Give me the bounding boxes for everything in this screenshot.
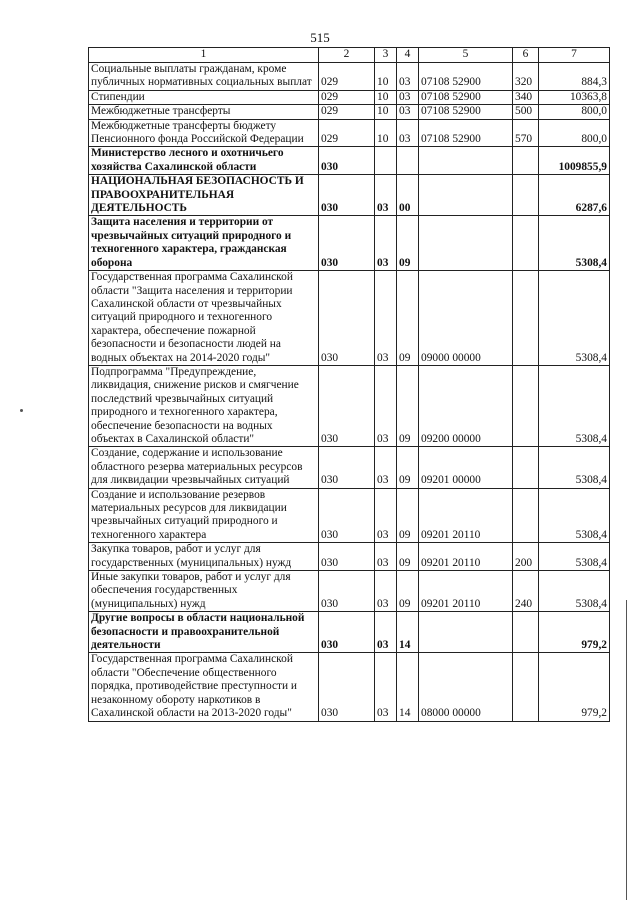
- target-article-cell: 07108 52900: [419, 119, 513, 147]
- expense-type-cell: 500: [513, 105, 539, 119]
- expense-type-cell: [513, 271, 539, 366]
- item-name-cell: Другие вопросы в области национальной безопасности и правоохранительной деятельности: [89, 612, 319, 653]
- ministry-code-cell: 030: [319, 447, 375, 488]
- target-article-cell: 07108 52900: [419, 63, 513, 91]
- section-cell: 03: [375, 571, 397, 612]
- target-article-cell: 07108 52900: [419, 105, 513, 119]
- target-article-cell: 09201 00000: [419, 447, 513, 488]
- subsection-cell: 03: [397, 105, 419, 119]
- subsection-cell: 09: [397, 543, 419, 571]
- target-article-cell: 09200 00000: [419, 365, 513, 446]
- header-cell-4: 4: [397, 48, 419, 63]
- amount-cell: 5308,4: [539, 365, 610, 446]
- amount-cell: 5308,4: [539, 271, 610, 366]
- item-name-cell: Министерство лесного и охотничьего хозяйства Сахалинской области: [89, 147, 319, 175]
- ministry-code-cell: 029: [319, 119, 375, 147]
- amount-cell: 1009855,9: [539, 147, 610, 175]
- item-name-cell: Межбюджетные трансферты: [89, 105, 319, 119]
- subsection-cell: 09: [397, 447, 419, 488]
- expense-type-cell: [513, 488, 539, 543]
- table-row: [89, 543, 610, 571]
- expense-type-cell: [513, 612, 539, 653]
- section-cell: 10: [375, 119, 397, 147]
- table-row: [89, 63, 610, 91]
- table-row: [89, 653, 610, 721]
- item-name-cell: Создание, содержание и использование областного резерва материальных ресурсов для ликвидации чрезвычайных ситуаций: [89, 447, 319, 488]
- section-cell: 03: [375, 216, 397, 271]
- item-name-cell: Защита населения и территории от чрезвычайных ситуаций природного и техногенного характера, гражданская оборона: [89, 216, 319, 271]
- table-row: [89, 90, 610, 104]
- expense-type-cell: 320: [513, 63, 539, 91]
- header-cell-5: 5: [419, 48, 513, 63]
- amount-cell: 5308,4: [539, 488, 610, 543]
- item-name-cell: НАЦИОНАЛЬНАЯ БЕЗОПАСНОСТЬ И ПРАВООХРАНИТЕЛЬНАЯ ДЕЯТЕЛЬНОСТЬ: [89, 175, 319, 216]
- target-article-cell: 07108 52900: [419, 90, 513, 104]
- item-name-cell: Создание и использование резервов материальных ресурсов для ликвидации чрезвычайных ситуаций природного и техногенного характера: [89, 488, 319, 543]
- amount-cell: 884,3: [539, 63, 610, 91]
- scan-dot: [20, 409, 23, 412]
- section-cell: 03: [375, 488, 397, 543]
- table-row: [89, 612, 610, 653]
- amount-cell: 979,2: [539, 612, 610, 653]
- subsection-cell: 09: [397, 271, 419, 366]
- amount-cell: 5308,4: [539, 543, 610, 571]
- item-name-cell: Стипендии: [89, 90, 319, 104]
- expense-type-cell: [513, 147, 539, 175]
- expense-type-cell: [513, 653, 539, 721]
- expense-type-cell: 240: [513, 571, 539, 612]
- subsection-cell: [397, 147, 419, 175]
- amount-cell: 6287,6: [539, 175, 610, 216]
- ministry-code-cell: 030: [319, 653, 375, 721]
- item-name-cell: Государственная программа Сахалинской области "Защита населения и территории Сахалинской области от чрезвычайных ситуаций природного и техногенного характера, обеспечение пожарной безопасности и безопасности людей на водных объектах на 2014-2020 годы": [89, 271, 319, 366]
- table-row: [89, 271, 610, 366]
- item-name-cell: Подпрограмма "Предупреждение, ликвидация, снижение рисков и смягчение последствий чрезвычайных ситуаций природного и техногенного характера, обеспечение безопасности на водных объектах в Сахалинской области": [89, 365, 319, 446]
- ministry-code-cell: 030: [319, 488, 375, 543]
- item-name-cell: Иные закупки товаров, работ и услуг для обеспечения государственных (муниципальных) нужд: [89, 571, 319, 612]
- amount-cell: 979,2: [539, 653, 610, 721]
- amount-cell: 5308,4: [539, 216, 610, 271]
- section-cell: 03: [375, 365, 397, 446]
- target-article-cell: [419, 216, 513, 271]
- subsection-cell: 03: [397, 90, 419, 104]
- ministry-code-cell: 030: [319, 365, 375, 446]
- budget-table: [88, 47, 610, 722]
- table-row: [89, 571, 610, 612]
- table-row: [89, 447, 610, 488]
- ministry-code-cell: 029: [319, 90, 375, 104]
- subsection-cell: 09: [397, 571, 419, 612]
- section-cell: 03: [375, 175, 397, 216]
- subsection-cell: 09: [397, 488, 419, 543]
- item-name-cell: Социальные выплаты гражданам, кроме публичных нормативных социальных выплат: [89, 63, 319, 91]
- ministry-code-cell: 030: [319, 271, 375, 366]
- expense-type-cell: [513, 447, 539, 488]
- expense-type-cell: 340: [513, 90, 539, 104]
- section-cell: 10: [375, 105, 397, 119]
- target-article-cell: 09201 20110: [419, 543, 513, 571]
- target-article-cell: [419, 147, 513, 175]
- section-cell: 10: [375, 90, 397, 104]
- ministry-code-cell: 030: [319, 612, 375, 653]
- expense-type-cell: 570: [513, 119, 539, 147]
- table-header-row: [89, 48, 610, 63]
- target-article-cell: 08000 00000: [419, 653, 513, 721]
- amount-cell: 5308,4: [539, 447, 610, 488]
- page-number: 515: [310, 30, 330, 45]
- section-cell: 03: [375, 543, 397, 571]
- expense-type-cell: 200: [513, 543, 539, 571]
- header-cell-3: 3: [375, 48, 397, 63]
- amount-cell: 800,0: [539, 105, 610, 119]
- target-article-cell: [419, 175, 513, 216]
- subsection-cell: 09: [397, 216, 419, 271]
- ministry-code-cell: 030: [319, 147, 375, 175]
- section-cell: 10: [375, 63, 397, 91]
- item-name-cell: Закупка товаров, работ и услуг для государственных (муниципальных) нужд: [89, 543, 319, 571]
- target-article-cell: [419, 612, 513, 653]
- section-cell: 03: [375, 447, 397, 488]
- section-cell: 03: [375, 653, 397, 721]
- scan-edge-mark: [626, 600, 627, 900]
- amount-cell: 800,0: [539, 119, 610, 147]
- expense-type-cell: [513, 175, 539, 216]
- amount-cell: 5308,4: [539, 571, 610, 612]
- table-row: [89, 119, 610, 147]
- section-cell: 03: [375, 612, 397, 653]
- target-article-cell: 09000 00000: [419, 271, 513, 366]
- ministry-code-cell: 030: [319, 216, 375, 271]
- target-article-cell: 09201 20110: [419, 571, 513, 612]
- section-cell: [375, 147, 397, 175]
- ministry-code-cell: 030: [319, 571, 375, 612]
- ministry-code-cell: 029: [319, 105, 375, 119]
- subsection-cell: 03: [397, 63, 419, 91]
- section-cell: 03: [375, 271, 397, 366]
- item-name-cell: Государственная программа Сахалинской области "Обеспечение общественного порядка, противодействие преступности и незаконному обороту наркотиков в Сахалинской области на 2013-2020 годы": [89, 653, 319, 721]
- subsection-cell: 00: [397, 175, 419, 216]
- subsection-cell: 14: [397, 653, 419, 721]
- header-cell-7: 7: [539, 48, 610, 63]
- table-row: [89, 488, 610, 543]
- amount-cell: 10363,8: [539, 90, 610, 104]
- ministry-code-cell: 029: [319, 63, 375, 91]
- table-row: [89, 365, 610, 446]
- item-name-cell: Межбюджетные трансферты бюджету Пенсионного фонда Российской Федерации: [89, 119, 319, 147]
- table-row: [89, 147, 610, 175]
- table-row: [89, 105, 610, 119]
- subsection-cell: 03: [397, 119, 419, 147]
- subsection-cell: 14: [397, 612, 419, 653]
- target-article-cell: 09201 20110: [419, 488, 513, 543]
- table-row: [89, 175, 610, 216]
- expense-type-cell: [513, 216, 539, 271]
- header-cell-6: 6: [513, 48, 539, 63]
- table-row: [89, 216, 610, 271]
- ministry-code-cell: 030: [319, 543, 375, 571]
- subsection-cell: 09: [397, 365, 419, 446]
- header-cell-2: 2: [319, 48, 375, 63]
- ministry-code-cell: 030: [319, 175, 375, 216]
- header-cell-1: 1: [89, 48, 319, 63]
- expense-type-cell: [513, 365, 539, 446]
